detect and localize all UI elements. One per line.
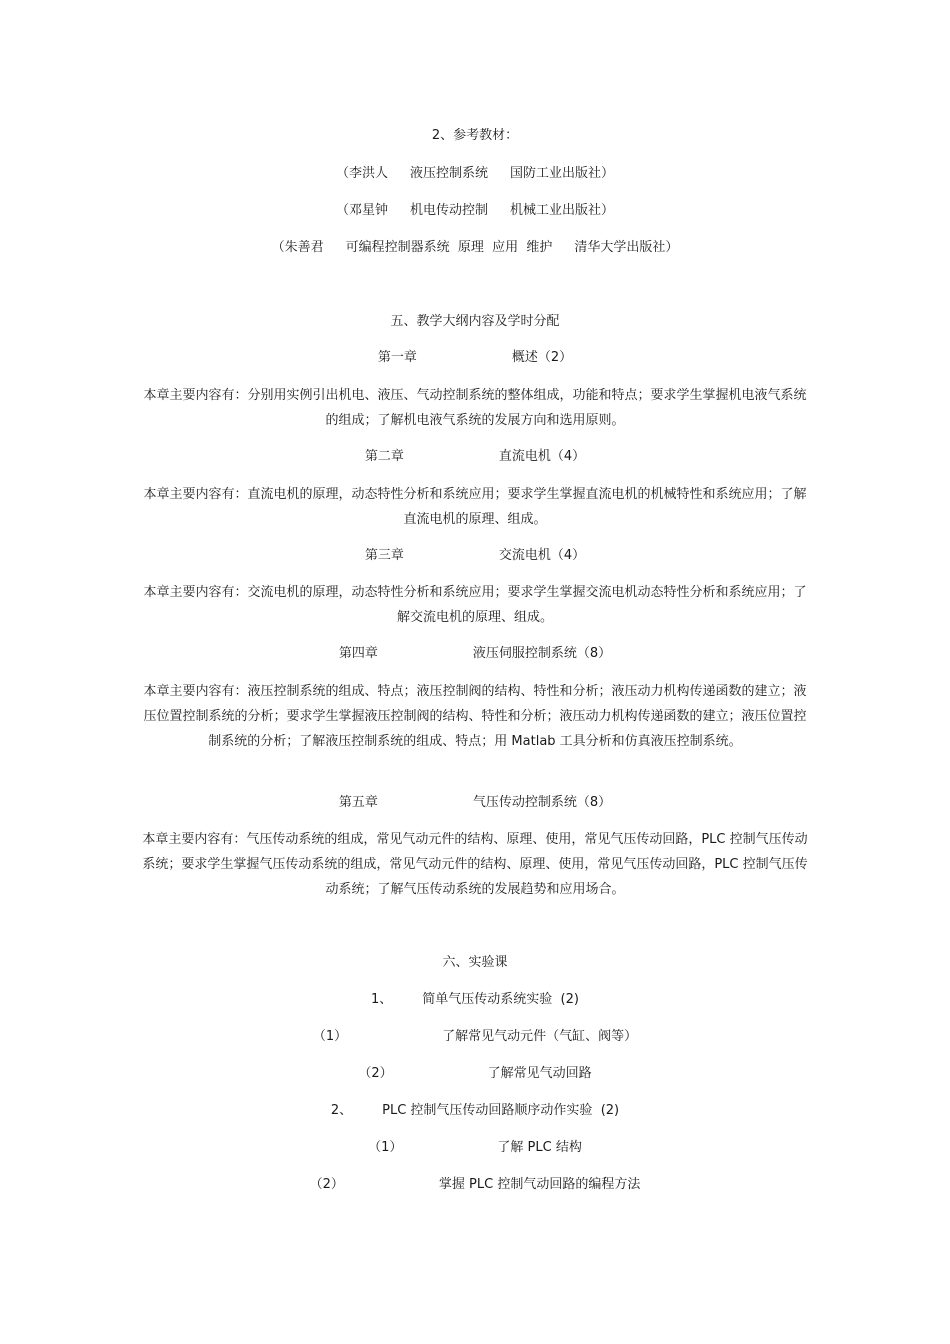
item-number: （1） [368, 1140, 403, 1155]
chapter-3-heading [0, 548, 950, 564]
chapter-1-content: 本章主要内容有：分别用实例引出机电、液压、气动控制系统的整体组成，功能和特点；要求学生掌握机电液气系统的组成；了解机电液气系统的发展方向和选用原则。 [143, 388, 807, 428]
book-publisher: 机械工业出版社） [510, 203, 615, 218]
chapter-2-content: 本章主要内容有：直流电机的原理，动态特性分析和系统应用；要求学生掌握直流电机的机械特性和系统应用；了解直流电机的原理、组成。 [143, 487, 807, 527]
experiment-2-item-2 [0, 1177, 950, 1193]
chapter-title: 概述（2） [511, 350, 573, 365]
chapter-title: 交流电机（4） [498, 548, 586, 563]
book-publisher: 国防工业出版社） [510, 166, 615, 181]
experiment-2-item-1 [0, 1140, 950, 1156]
item-text: 了解常见气动元件（气缸、阀等） [442, 1029, 638, 1044]
chapter-5-heading [0, 795, 950, 811]
experiment-number: 1、 [371, 992, 393, 1007]
chapter-number: 第二章 [364, 449, 404, 464]
book-title: 液压控制系统 [409, 166, 488, 181]
experiment-title: 简单气压传动系统实验 (2) [422, 992, 579, 1007]
item-number: （2） [358, 1066, 393, 1081]
item-text: 了解 PLC 结构 [497, 1140, 582, 1155]
chapter-title: 气压传动控制系统（8） [472, 795, 612, 810]
chapter-3-content: 本章主要内容有：交流电机的原理，动态特性分析和系统应用；要求学生掌握交流电机动态特性分析和系统应用；了解交流电机的原理、组成。 [143, 585, 807, 625]
experiment-1 [0, 992, 950, 1008]
reference-book-3 [0, 240, 950, 256]
chapter-4-heading [0, 646, 950, 662]
chapter-number: 第三章 [364, 548, 404, 563]
item-number: （1） [312, 1029, 348, 1044]
book-title: 机电传动控制 [409, 203, 488, 218]
chapter-title: 液压伺服控制系统（8） [472, 646, 612, 661]
chapter-5-content: 本章主要内容有：气压传动系统的组成，常见气动元件的结构、原理、使用，常见气压传动回路，PLC 控制气压传动系统；要求学生掌握气压传动系统的组成，常见气动元件的结构、原理、使用，常见气压传动回路，PLC 控制气压传动系统；了解气压传动系统的发展趋势和应用场合。 [142, 832, 808, 897]
item-text: 了解常见气动回路 [487, 1066, 592, 1081]
experiment-2 [0, 1103, 950, 1119]
book-author: （邓星钟 [335, 203, 388, 218]
chapter-number: 第五章 [338, 795, 378, 810]
book-title: 可编程控制器系统 原理 应用 维护 [345, 240, 553, 255]
item-text: 掌握 PLC 控制气动回路的编程方法 [438, 1177, 641, 1192]
book-author: （朱善君 [271, 240, 324, 255]
book-publisher: 清华大学出版社） [574, 240, 679, 255]
chapter-number: 第四章 [338, 646, 378, 661]
book-author: （李洪人 [335, 166, 388, 181]
references-heading: 2、参考教材： [431, 128, 519, 143]
reference-book-2 [0, 203, 950, 219]
experiment-title: PLC 控制气压传动回路顺序动作实验 (2) [382, 1103, 620, 1118]
item-number: （2） [309, 1177, 344, 1192]
lab-heading: 六、实验课 [442, 955, 508, 970]
chapter-title: 直流电机（4） [498, 449, 586, 464]
syllabus-heading: 五、教学大纲内容及学时分配 [390, 314, 560, 329]
experiment-number: 2、 [330, 1103, 353, 1118]
chapter-4-content: 本章主要内容有：液压控制系统的组成、特点；液压控制阀的结构、特性和分析；液压动力机构传递函数的建立；液压位置控制系统的分析；要求学生掌握液压控制阀的结构、特性和分析；液压动力机构传递函数的建立；液压位置控制系统的分析；了解液压控制系统的组成、特点；用 Matlab 工具分析和仿真液压控制系统。 [143, 684, 807, 749]
experiment-1-item-2 [0, 1066, 950, 1082]
reference-book-1 [0, 166, 950, 182]
chapter-2-heading [0, 449, 950, 465]
experiment-1-item-1 [0, 1029, 950, 1045]
chapter-number: 第一章 [377, 350, 417, 365]
chapter-1-heading [0, 350, 950, 366]
